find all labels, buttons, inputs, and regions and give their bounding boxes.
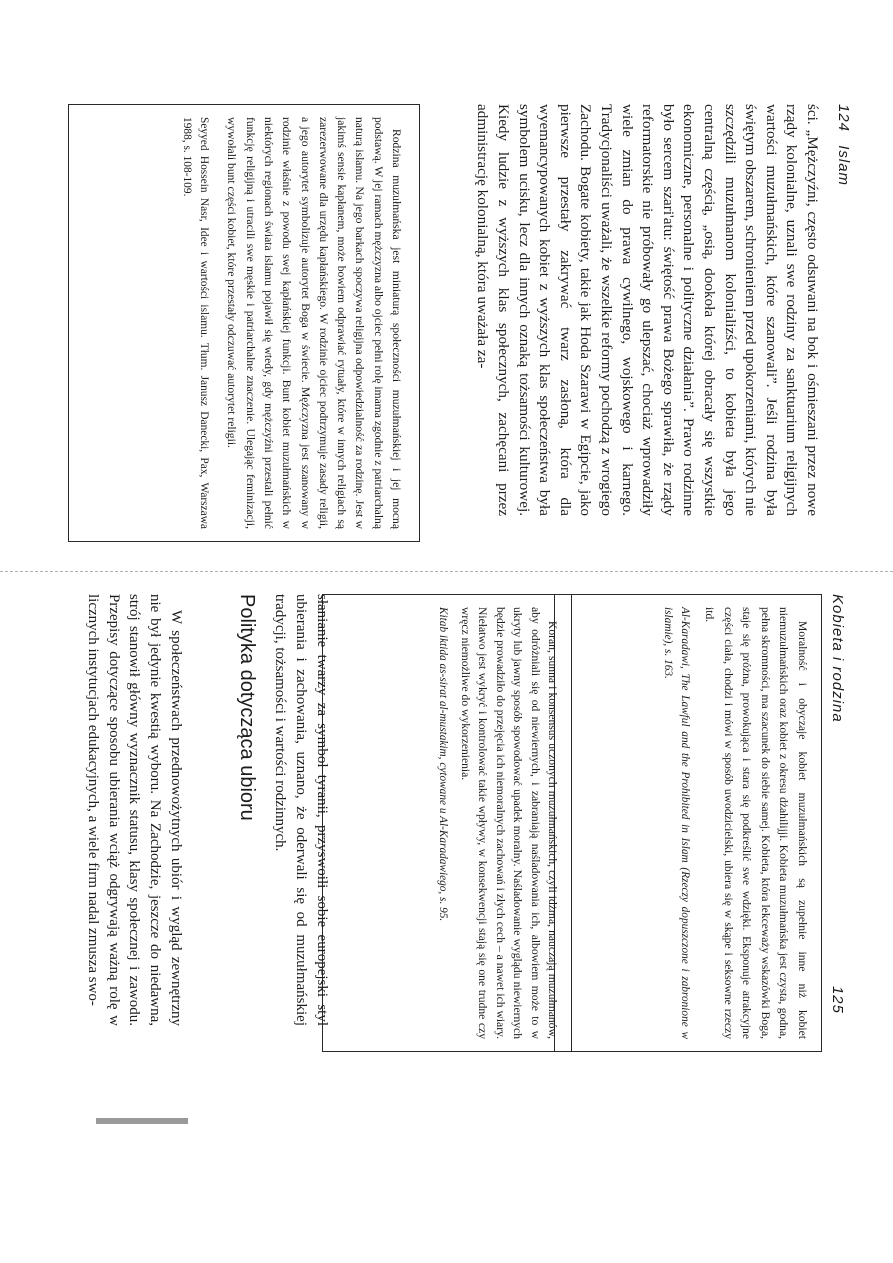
quote-box-kitab-text: Koran, sunna i konsensus uczonych muzułmańskich, czyli idżma, nauczają muzułmanów, aby odróżniali się od niewiernych, i zabraniają naśladowania ich, albowiem może to w ukryty lub jawny sposób spowodować upadek moralny. Naśladowanie wyglądu niewiernych będzie prowadziło do przejęcia ich niemoralnych zachowań i złych cech – a nawet ich wiary. Niełatwo jest wykryć i kontrolować takie wpływy, w konsekwencji stają się one trudne czy wręcz niemożliwe do wykorzenienia. bbox=[458, 607, 559, 1039]
quote-box-nasr bbox=[68, 104, 420, 542]
section-heading-polityka-ubioru: Polityka dotycząca ubioru bbox=[236, 594, 258, 821]
page-number-125: 125 bbox=[829, 985, 846, 1014]
quote-box-kitab-citation: Kitab iktida as-sirat al-mustakim, cytowane u Al-Karadawiego, s. 95. bbox=[436, 607, 449, 922]
left-page bbox=[62, 104, 852, 529]
quote-box-nasr-citation: Seyyed Hossein Nasr, Idee i wartości islamu. Tłum. Janusz Danecki, Pax, Warszawa 1988, s. 108-109. bbox=[181, 117, 211, 529]
quote-box-karadawi-morality bbox=[554, 594, 822, 1052]
running-title-islam: Islam bbox=[835, 145, 852, 187]
quote-box-nasr-text: Rodzina muzułmańska jest miniaturą społeczności muzułmańskiej i jej mocną podstawą. W jej ramach mężczyzna albo ojciec pełni rolę imama zgodnie z patriarchalną naturą islamu. Na jego barkach spoczywa religijna odpowiedzialność za rodzinę. Jest w jakimś sensie kapłanem, może bowiem odprawiać rytuały, które w innych religiach są zarezerwowane dla urzędu kapłańskiego. W rodzinie ojciec podtrzymuje zasady religii, a jego autorytet symbolizuje autorytet Boga w świecie. Mężczyzna jest szanowany w rodzinie właśnie z powodu swej kapłańskiej funkcji. Bunt kobiet muzułmańskich w niektórych regionach świata islamu pojawił się wtedy, gdy mężczyźni przestali pełnić funkcję religijną i utracili swe męskie i patriarchalne znaczenie. Ulegając feminizacji, wywołali bunt części kobiet, które przestały odczuwać autorytet religii. bbox=[225, 117, 403, 529]
scan-edge-mark bbox=[96, 1118, 188, 1124]
section-body-text: W społeczeństwach przednowożytnych ubiór i wygląd zewnętrzny nie był jedynie kwestią wyboru. Na Zachodzie, jeszcze do niedawna, strój stanowił główny wyznacznik statusu, klasy społecznej i zawodu. Przepisy dotyczące sposobu ubierania wciąż odgrywają ważną rolę w licznych instytucjach edukacyjnych, a wiele firm nadal zmusza swo- bbox=[84, 594, 184, 1026]
running-title-kobieta-i-rodzina: Kobieta i rodzina bbox=[829, 594, 846, 723]
right-page-section-body bbox=[66, 594, 186, 1034]
left-page-body-text: ści. „Mężczyźni, często odsuwani na bok i ośmieszani przez nowe rządy kolonialne, uznali swe rodziny za sanktuarium religijnych wartości muzułmańskich, które szanowali”. Jeśli rodzina była świętym obszarem, schronieniem przed upokorzeniami, których nie szczędzili muzułmanom kolonializści, to kobieta była jego centralną częścią, „osią, dookoła której obracały się wszystkie ekonomiczne, personalne i polityczne działania”. Prawo rodzinne było sercem szari'atu: świętość prawa Bożego sprawiła, że rządy reformatorskie nie próbowały go ulepszać, chociaż wprowadziły wiele zmian do prawa cywilnego, wojskowego i karnego. Tradycjonaliści uważali, że wszelkie reformy pochodzą z wrogiego Zachodu. Bogate kobiety, takie jak Hoda Szarawi w Egipcie, jako pierwsze przestały zakrywać twarz zasłoną, która dla wyemancypowanych kobiet z wyższych klas społeczeństwa była symbolem ucisku, lecz dla innych oznaką tożsamości kulturowej. Kiedy ludzie z wyższych klas społecznych, zachęcani przez administrację kolonialną, która uważała za- bbox=[474, 104, 821, 516]
right-page-continuation-text: słanianie twarzy za symbol tyranii, przyswoili sobie europejski styl ubierania i zachowania, uznano, że oderwali się od muzułmańskiej tradycji, tożsamości i wartości rodzinnych. bbox=[272, 594, 330, 1026]
quote-box-kitab-iktida bbox=[322, 594, 572, 1052]
left-page-header bbox=[835, 104, 852, 186]
quote-box-karadawi-citation: Al-Karadawi, The Lawful and the Prohibited in Islam (Rzeczy dopuszczone i zabronione w islamie), s. 163. bbox=[662, 607, 692, 1039]
right-page-header bbox=[829, 594, 846, 1014]
page-number-124: 124 bbox=[835, 104, 852, 133]
page-fold-line bbox=[0, 571, 893, 572]
right-page bbox=[236, 594, 846, 1039]
quote-box-karadawi-text: Moralność i obyczaje kobiet muzułmańskich są zupełnie inne niż kobiet niemuzułmańskich oraz kobiet z okresu dżahilijji. Kobieta muzułmańska jest czysta, godna, pełna skromności, ma szacunek do siebie samej. Kobieta, która lekceważy wskazówki Boga, staje się próżna, prowokująca i stara się podkreślić swe wdzięki. Eksponuje atrakcyjne części ciała, chodzi i mówi w sposób uwodzicielski, ubiera się w skąpe i seksowne rzeczy itd. bbox=[703, 607, 809, 1039]
